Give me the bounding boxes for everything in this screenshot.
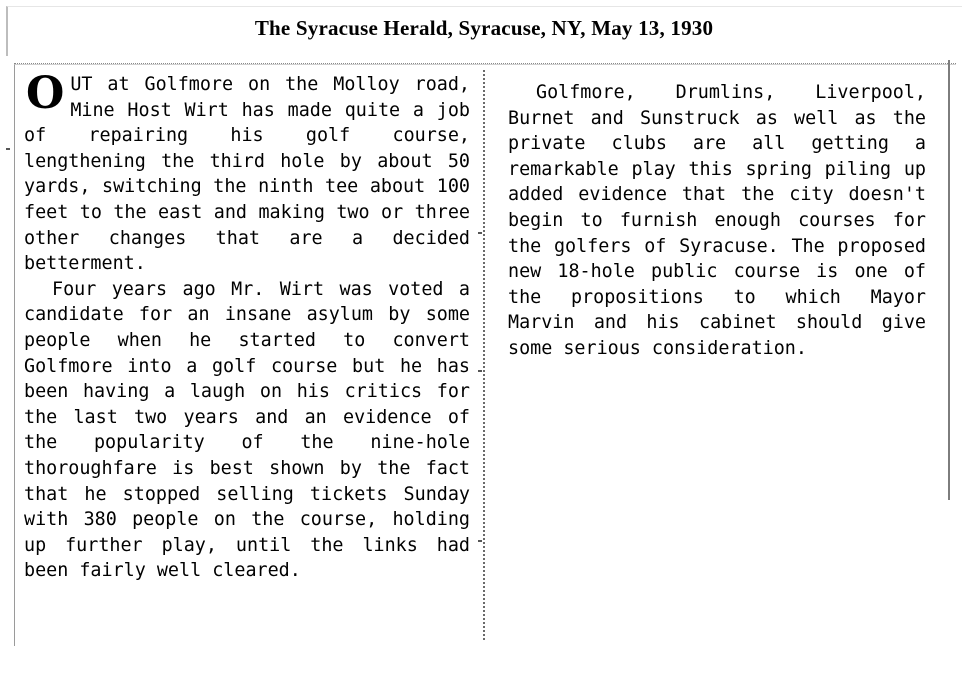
scan-speck: [478, 540, 482, 542]
article-paragraph: Golfmore, Drumlins, Liverpool, Burnet and Sunstruck as well as the private clubs are all getting a remarkable play this spring piling up added evidence that the city doesn't begin to furnish enough courses for the golfers of Syracuse. The proposed new 18-hole public course is one of the propositions to which Mayor Marvin and his cabinet should give some serious consideration.: [508, 82, 926, 359]
scan-speck: [478, 232, 482, 234]
article-paragraph-text: UT at Golfmore on the Molloy road, Mine Host Wirt has made quite a job of repairing his golf course, lengthening the third hole by about 50 yards, switching the ninth tee about 100 feet to the east and making two or three other changes that are a decided betterment.: [24, 74, 470, 275]
article-left-column: [24, 68, 470, 584]
article-paragraph: [24, 68, 470, 277]
scan-speck: [6, 148, 10, 150]
article-paragraph: Four years ago Mr. Wirt was voted a candidate for an insane asylum by some people when he started to convert Golfmore into a golf course but he has been having a laugh on his critics for the last two years and an evidence of the popularity of the nine-hole thoroughfare is best shown by the fact that he stopped selling tickets Sunday with 380 people on the course, holding up further play, until the links had been fairly well cleared.: [24, 278, 470, 582]
article-right-column: [508, 80, 926, 362]
drop-cap: O: [26, 68, 65, 119]
scan-speck: [478, 370, 482, 372]
column-separator: [483, 70, 491, 640]
page-title: The Syracuse Herald, Syracuse, NY, May 13, 1930: [254, 16, 714, 40]
clipping-right-edge: [948, 60, 954, 500]
